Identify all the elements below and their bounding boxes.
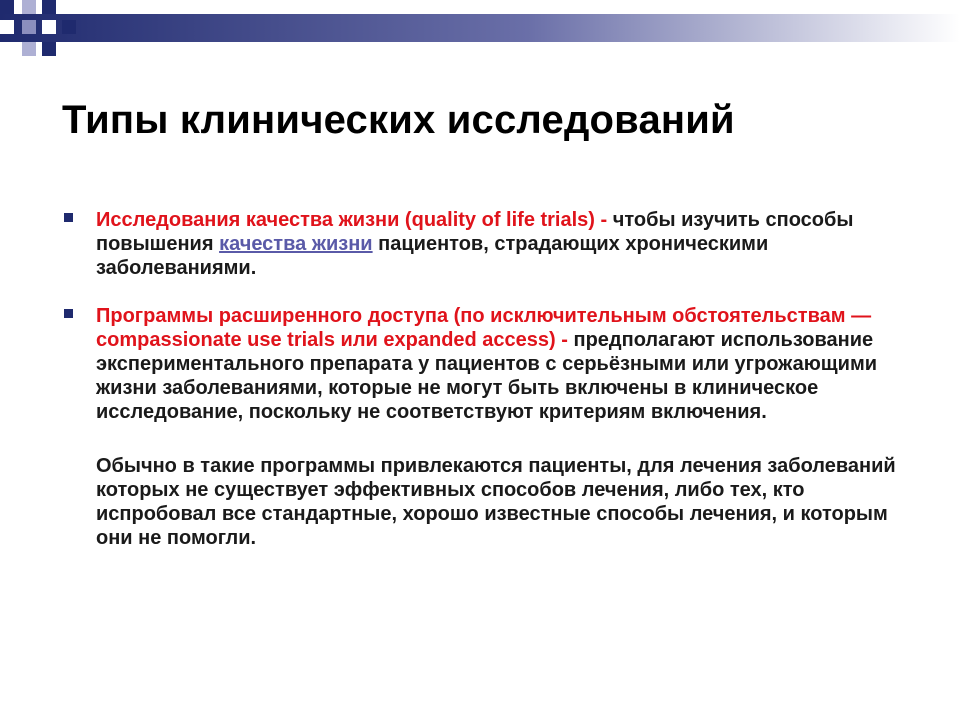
bullet-body: предполагают использование экспериментального препарата у пациентов с серьёзными или угрожающими жизни заболеваниями, которые не могут быть включены в клиническое исследование, поскольку не соответствуют критериям включения. xyxy=(96,329,878,423)
bullet-extra-paragraph: Обычно в такие программы привлекаются пациенты, для лечения заболеваний которых не существует эффективных способов лечения, либо тех, кто испробовал все стандартные, хорошо известные способы лечения, и которым они не помогли. xyxy=(96,455,896,549)
deco-square xyxy=(22,0,36,14)
bullet-text xyxy=(96,208,924,280)
deco-square xyxy=(0,20,14,34)
deco-square xyxy=(22,20,36,34)
header-gradient-bar xyxy=(0,14,960,42)
bullet-item-quality-of-life xyxy=(64,208,924,280)
bullet-highlight: Исследования качества жизни (quality of life trials) xyxy=(96,209,595,231)
square-bullet-icon xyxy=(64,309,73,318)
deco-square xyxy=(42,20,56,34)
deco-square xyxy=(42,42,56,56)
deco-square xyxy=(42,0,56,14)
deco-square xyxy=(0,0,14,14)
deco-square xyxy=(22,42,36,56)
slide-content xyxy=(64,208,924,574)
bullet-highlight: Программы расширенного доступа (по исключительным обстоятельствам — compassionate use trials или expanded access) xyxy=(96,305,872,351)
bullet-separator: - xyxy=(555,329,574,351)
bullet-separator: - xyxy=(594,209,613,231)
bullet-body-part: пациентов, страдающих хроническими заболеваниями. xyxy=(96,233,769,279)
square-bullet-icon xyxy=(64,213,73,222)
quality-of-life-link[interactable]: качества жизни xyxy=(219,233,373,255)
header-decoration xyxy=(0,0,960,60)
bullet-body-part: чтобы изучить способы повышения xyxy=(96,209,854,255)
bullet-item-expanded-access xyxy=(64,304,924,550)
bullet-text xyxy=(96,304,924,424)
deco-square xyxy=(62,20,76,34)
slide-title: Типы клинических исследований xyxy=(62,98,735,142)
